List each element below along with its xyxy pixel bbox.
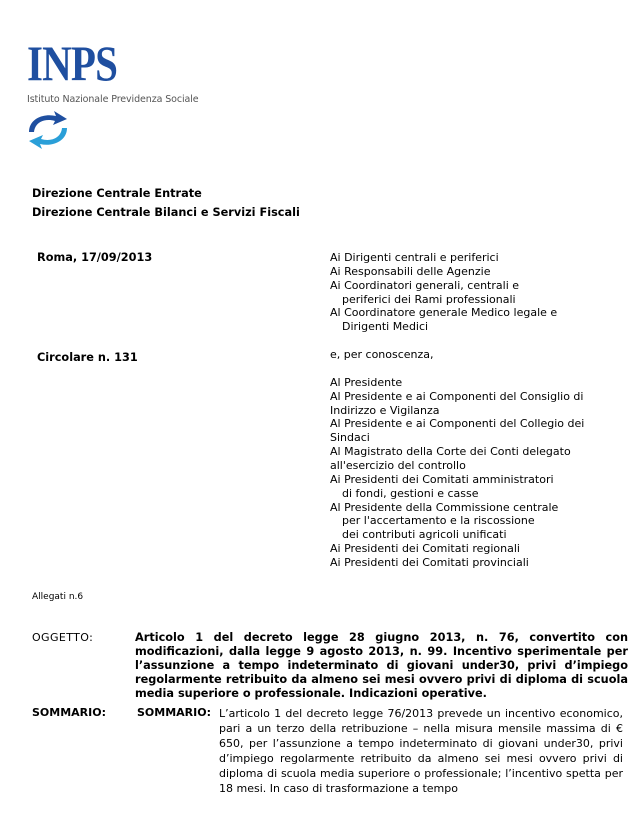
recipient-line: Ai Presidenti dei Comitati provinciali bbox=[330, 555, 529, 569]
sommario-text: L’articolo 1 del decreto legge 76/2013 prevede un incentivo economico, pari a un terzo della retribuzione – nella misura mensile massima di € 650, per l’assunzione a tempo indeterminato di giovani under30, privi d’impiego regolarmente retribuito da almeno sei mesi ovvero privi di diploma di scuola media superiore o professionale; l’incentivo spetta per 18 mesi. In caso di trasformazione a tempo bbox=[219, 707, 623, 795]
oggetto-label: OGGETTO: bbox=[32, 631, 94, 644]
recipient-line: Al Presidente e ai Componenti del Consiglio di bbox=[330, 389, 584, 403]
recipient-line: Al Presidente della Commissione centrale bbox=[330, 500, 559, 514]
logo-subtitle: Istituto Nazionale Previdenza Sociale bbox=[27, 94, 199, 105]
recipient-line: Ai Presidenti dei Comitati amministratori bbox=[330, 472, 554, 486]
circular-arrows-icon bbox=[23, 110, 73, 150]
recipient-line: per l'accertamento e la riscossione bbox=[342, 514, 535, 528]
recipient-line: Indirizzo e Vigilanza bbox=[330, 403, 440, 417]
sommario-label: SOMMARIO: bbox=[32, 706, 106, 719]
sommario-inner-label: SOMMARIO: bbox=[137, 706, 211, 719]
department-bilanci: Direzione Centrale Bilanci e Servizi Fiscali bbox=[32, 206, 300, 219]
recipient-line: Al Presidente bbox=[330, 375, 403, 389]
recipients-list bbox=[330, 251, 620, 570]
recipient-line: di fondi, gestioni e casse bbox=[342, 486, 479, 500]
recipient-line: all'esercizio del controllo bbox=[330, 458, 466, 472]
recipient-line: dei contributi agricoli unificati bbox=[342, 528, 507, 542]
place-date: Roma, 17/09/2013 bbox=[37, 251, 153, 264]
department-entrate: Direzione Centrale Entrate bbox=[32, 187, 202, 200]
recipient-line: periferici dei Rami professionali bbox=[342, 292, 516, 306]
attachments-count: Allegati n.6 bbox=[32, 592, 84, 602]
recipient-line: Ai Coordinatori generali, centrali e bbox=[330, 278, 520, 292]
recipient-line: Al Coordinatore generale Medico legale e bbox=[330, 306, 558, 320]
circular-number: Circolare n. 131 bbox=[37, 351, 138, 364]
recipient-line: Sindaci bbox=[330, 431, 370, 445]
inps-logo-wordmark: INPS bbox=[27, 35, 118, 91]
recipient-line: Ai Responsabili delle Agenzie bbox=[330, 264, 491, 278]
recipient-line: Al Magistrato della Corte dei Conti delegato bbox=[330, 445, 571, 459]
for-info-label: e, per conoscenza, bbox=[330, 348, 434, 362]
recipient-line: Dirigenti Medici bbox=[342, 320, 429, 334]
oggetto-text: Articolo 1 del decreto legge 28 giugno 2013, n. 76, convertito con modificazioni, dalla legge 9 agosto 2013, n. 99. Incentivo sperimentale per l’assunzione a tempo indeterminato di giovani under30, privi d’impiego regolarmente retribuito da almeno sei mesi ovvero privi di diploma di scuola media superiore o professionale. Indicazioni operative. bbox=[135, 631, 628, 700]
recipient-line: Ai Dirigenti centrali e periferici bbox=[330, 251, 499, 264]
recipient-line: Ai Presidenti dei Comitati regionali bbox=[330, 542, 520, 556]
recipient-line: Al Presidente e ai Componenti del Collegio dei bbox=[330, 417, 585, 431]
